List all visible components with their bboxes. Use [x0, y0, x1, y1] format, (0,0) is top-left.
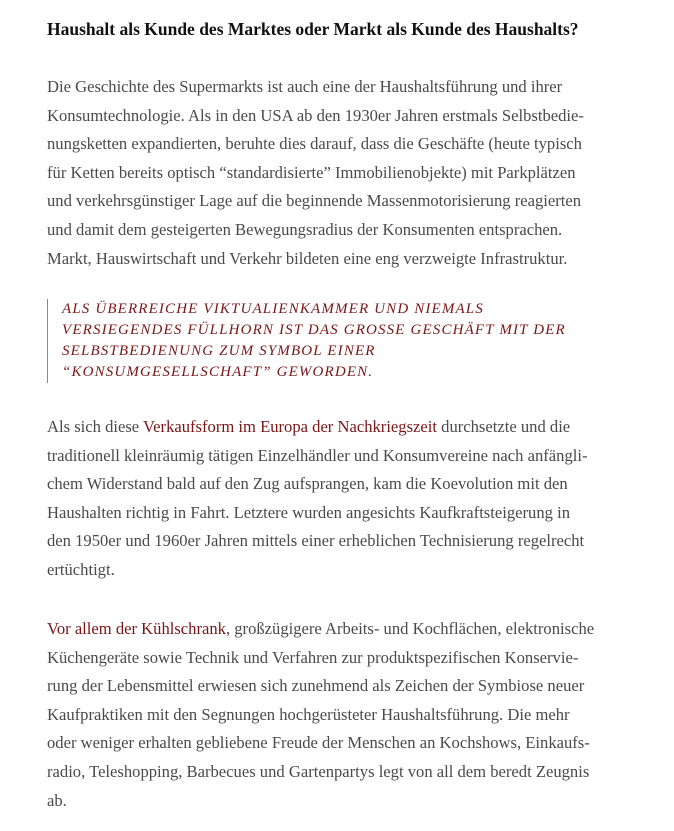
paragraph-kitchen-technology — [47, 615, 594, 815]
pullquote-line: SELBSTBEDIENUNG ZUM SYMBOL EINER — [62, 343, 376, 359]
paragraph-text: durchsetzte und die — [437, 417, 571, 436]
paragraph-line: und verkehrsgünstiger Lage auf die beginnende Massenmotorisierung reagierten — [47, 191, 582, 211]
paragraph-line: Kaufpraktiken mit den Segnungen hochgerüsteter Haushaltsführung. Die mehr — [47, 704, 570, 724]
paragraph-line: oder weniger erhalten gebliebene Freude der Menschen an Kochshows, Einkaufs- — [47, 733, 590, 753]
pullquote — [47, 299, 662, 383]
paragraph-line: Küchengeräte sowie Technik und Verfahren zur produktspezifischen Konservie- — [47, 647, 579, 667]
link-verkaufsform-nachkriegszeit[interactable]: Verkaufsform im Europa der Nachkriegszeit — [143, 417, 437, 436]
paragraph-line: Die Geschichte des Supermarkts ist auch eine der Haushaltsführung und ihrer — [47, 77, 563, 96]
paragraph-line: für Ketten bereits optisch “standardisierte” Immobilienobjekte) mit Parkplätzen — [47, 162, 576, 182]
pullquote-line: ALS ÜBERREICHE VIKTUALIENKAMMER UND NIEMALS — [62, 301, 484, 317]
paragraph-line: Haushalten richtig in Fahrt. Letztere wurden angesichts Kaufkraftsteigerung in — [47, 502, 570, 522]
paragraph-line: und damit dem gesteigerten Bewegungsradius der Konsumenten entsprachen. — [47, 219, 563, 239]
paragraph-line: den 1950er und 1960er Jahren mittels einer erheblichen Technisierung regelrecht — [47, 531, 585, 551]
paragraph-line — [47, 615, 594, 644]
paragraph-line: traditionell kleinräumig tätigen Einzelhändler und Konsumvereine nach anfängli- — [47, 445, 588, 465]
paragraph-text: , großzügigere Arbeits- und Kochflächen, elektronische — [225, 619, 595, 638]
pullquote-line: “KONSUMGESELLSCHAFT” GEWORDEN. — [62, 364, 374, 380]
link-kuehlschrank[interactable]: Vor allem der Kühlschrank — [47, 619, 226, 638]
paragraph-line — [47, 413, 588, 442]
paragraph-line: Konsumtechnologie. Als in den USA ab den 1930er Jahren erstmals Selbstbedie- — [47, 105, 584, 125]
paragraph-line: nungsketten expandierten, beruhte dies darauf, dass die Geschäfte (heute typisch — [47, 134, 582, 154]
paragraph-line: Markt, Hauswirtschaft und Verkehr bildeten eine eng verzweigte Infrastruktur. — [47, 248, 568, 268]
paragraph-line: ertüchtigt. — [47, 559, 115, 579]
pullquote-line: VERSIEGENDES FÜLLHORN IST DAS GROSSE GESCHÄFT MIT DER — [62, 322, 566, 338]
paragraph-line: ab. — [47, 790, 67, 810]
paragraph-text: Als sich diese — [47, 417, 144, 436]
paragraph-line: rung der Lebensmittel erwiesen sich zunehmend als Zeichen der Symbiose neuer — [47, 676, 585, 696]
article-heading: Haushalt als Kunde des Marktes oder Markt als Kunde des Haushalts? — [47, 19, 579, 39]
paragraph-postwar-europe — [47, 413, 588, 585]
paragraph-line: chem Widerstand bald auf den Zug aufsprangen, kam die Koevolution mit den — [47, 474, 568, 494]
paragraph-line: radio, Teleshopping, Barbecues und Gartenpartys legt von all dem beredt Zeugnis — [47, 761, 590, 781]
paragraph-supermarket-history — [47, 73, 584, 273]
